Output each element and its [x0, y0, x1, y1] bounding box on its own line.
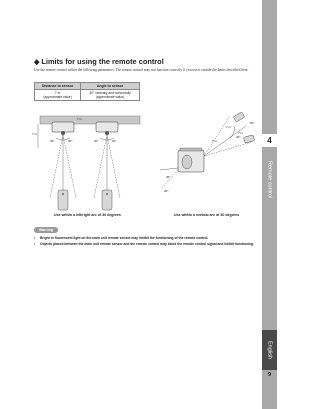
language-tab [262, 330, 277, 370]
distance-label: 7 m [238, 131, 244, 135]
warning-badge: Warning [34, 227, 58, 233]
remote-control-icon [58, 190, 112, 210]
bullet-icon: • [34, 241, 36, 246]
table-row [35, 90, 140, 101]
right-arc-figure [160, 112, 255, 193]
chapter-number: 4 [262, 134, 277, 147]
angle-label: 30° [94, 139, 99, 143]
angle-label: 60° [250, 121, 255, 125]
projector-unit-right [96, 122, 118, 132]
table-header-angle: Angle to sensor [81, 83, 140, 90]
angle-label: 30° [50, 139, 55, 143]
remote-sensor-icon [61, 131, 65, 135]
page-number: 9 [267, 372, 272, 378]
angle-label: 30° [112, 139, 117, 143]
distance-label: 7 m [32, 132, 38, 136]
table-cell-angle: 30° vertically and horizontally (approximate value) [81, 90, 140, 101]
bullet-icon: • [34, 236, 36, 240]
warning-list [34, 236, 254, 247]
angle-label: 30° [68, 139, 73, 143]
language-tab-label: English [266, 340, 273, 360]
left-figure-caption: Use within a left/right arc of 30 degrees [54, 213, 121, 217]
remote-range-figures [30, 108, 258, 216]
section-title-text: Limits for using the remote control [41, 57, 164, 66]
intro-paragraph: Use the remote control within the following parameters. The remote control may not function correctly if you use it outside the limits described here. [34, 68, 249, 72]
left-arc-figure [32, 116, 140, 210]
angle-label: 30° [236, 135, 241, 139]
diamond-bullet-icon: ◆ [34, 59, 40, 66]
angle-label: 30° [166, 175, 171, 179]
section-tab [262, 150, 277, 210]
angle-label: 30° [164, 189, 169, 193]
list-item [34, 236, 254, 241]
distance-label: 7 m [212, 139, 218, 143]
table-header-distance: Distance to sensor [35, 83, 81, 90]
section-tab-label: Remote control [266, 161, 273, 199]
warning-text: Bright or fluorescent light on the main unit remote sensor may inhibit the functioning of the remote control. [40, 236, 209, 240]
section-title [34, 57, 164, 66]
distance-label: 7 m [77, 117, 83, 121]
projector-lens-icon [182, 155, 192, 169]
distance-label: 7 m [226, 125, 232, 129]
warning-text: Objects placed between the main unit remote sensor and the remote control may block the remote control signal and inhibit functioning. [40, 241, 254, 246]
projector-unit-left [52, 122, 74, 132]
list-item [34, 242, 254, 247]
limits-table [34, 82, 140, 101]
remote-sensor-icon [105, 131, 109, 135]
right-figure-caption: Use within a vertical arc of 30 degrees [174, 213, 240, 217]
table-cell-distance: 7 m (approximate value) [35, 90, 81, 101]
